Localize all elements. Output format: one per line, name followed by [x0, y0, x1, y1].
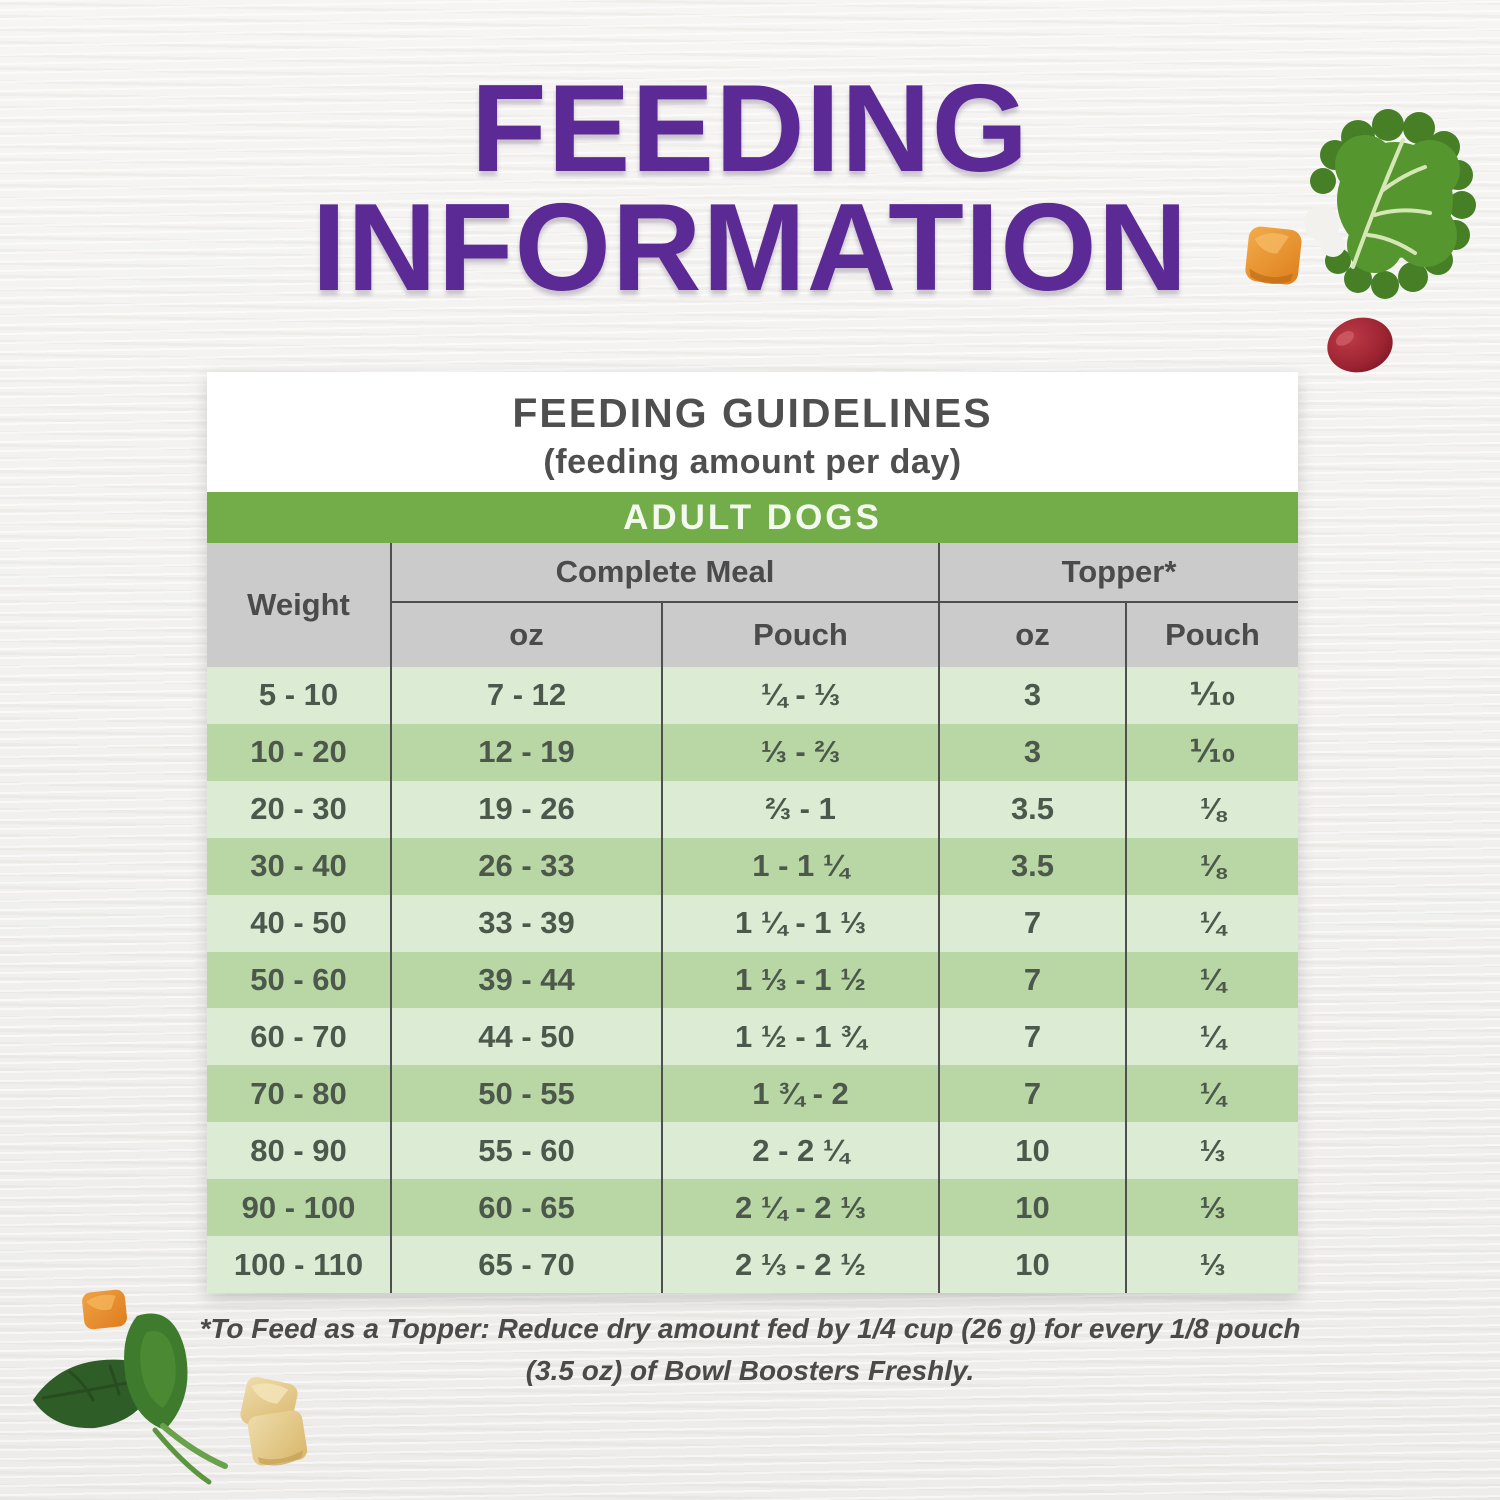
spinach-leaves-icon [33, 1314, 225, 1482]
table-cell-topper_oz: 3 [940, 724, 1127, 781]
table-row [207, 781, 1298, 838]
table-cell-meal_pouch: 2 ¼ - 2 ⅓ [663, 1179, 940, 1236]
table-cell-meal_pouch: 1 ¼ - 1 ⅓ [663, 895, 940, 952]
table-cell-meal_pouch: 1 - 1 ¼ [663, 838, 940, 895]
table-cell-weight: 90 - 100 [207, 1179, 392, 1236]
table-cell-topper_pouch: ¼ [1199, 961, 1226, 997]
table-cell-topper_pouch: ⅛ [1199, 791, 1226, 827]
table-cell-meal_oz: 60 - 65 [392, 1179, 663, 1236]
table-cell-weight: 10 - 20 [207, 724, 392, 781]
table-cell-meal_oz: 12 - 19 [392, 724, 663, 781]
table-cell-weight: 40 - 50 [207, 895, 392, 952]
table-cell-topper_oz: 7 [940, 895, 1127, 952]
table-cell-weight: 100 - 110 [207, 1236, 392, 1293]
table-cell-topper_pouch: ⅓ [1199, 1246, 1226, 1282]
carrot-cube-icon [81, 1289, 128, 1330]
carrot-cube-icon [1244, 225, 1303, 286]
table-header [207, 543, 1298, 667]
table-cell-topper_pouch: ⅒ [1189, 734, 1236, 770]
kale-leaf-icon [1304, 109, 1476, 299]
feeding-guidelines-card [207, 372, 1298, 1293]
table-cell-topper_oz: 7 [940, 952, 1127, 1009]
table-cell-meal_oz: 26 - 33 [392, 838, 663, 895]
adult-dogs-banner: ADULT DOGS [207, 492, 1298, 543]
column-header-complete-meal: Complete Meal [392, 543, 940, 603]
veggie-cubes-icon [239, 1375, 309, 1469]
table-cell-topper_pouch: ⅛ [1199, 848, 1226, 884]
table-cell-topper_oz: 3.5 [940, 838, 1127, 895]
table-row [207, 1122, 1298, 1179]
table-cell-topper_oz: 3.5 [940, 781, 1127, 838]
table-cell-meal_pouch: ⅔ - 1 [663, 781, 940, 838]
table-cell-topper_pouch: ⅓ [1199, 1189, 1226, 1225]
cranberry-icon [1321, 311, 1398, 379]
top-right-decoration [1225, 95, 1480, 385]
table-row [207, 1236, 1298, 1293]
table-cell-weight: 60 - 70 [207, 1008, 392, 1065]
table-cell-topper_oz: 10 [940, 1122, 1127, 1179]
table-row [207, 724, 1298, 781]
table-cell-topper_pouch: ⅒ [1189, 677, 1236, 713]
table-cell-weight: 30 - 40 [207, 838, 392, 895]
table-cell-topper_oz: 7 [940, 1008, 1127, 1065]
topper-footnote: *To Feed as a Topper: Reduce dry amount fed by 1/4 cup (26 g) for every 1/8 pouch (3.5 oz) of Bowl Boosters Freshly. [199, 1313, 1301, 1386]
bottom-left-decoration [15, 1268, 335, 1500]
column-header-topper-pouch: Pouch [1165, 617, 1260, 652]
card-subtitle: (feeding amount per day) [543, 443, 962, 481]
table-cell-meal_pouch: ⅓ - ⅔ [663, 724, 940, 781]
table-cell-weight: 50 - 60 [207, 952, 392, 1009]
table-cell-meal_pouch: 1 ½ - 1 ¾ [663, 1008, 940, 1065]
table-cell-meal_oz: 65 - 70 [392, 1236, 663, 1293]
table-cell-meal_oz: 7 - 12 [392, 667, 663, 724]
page-title-line1: FEEDING [470, 60, 1030, 198]
table-row [207, 895, 1298, 952]
column-header-topper: Topper* [940, 543, 1298, 603]
card-header [207, 372, 1298, 492]
table-row [207, 667, 1298, 724]
table-cell-topper_oz: 7 [940, 1065, 1127, 1122]
table-row [207, 838, 1298, 895]
table-cell-topper_oz: 3 [940, 667, 1127, 724]
table-row [207, 1065, 1298, 1122]
table-cell-weight: 5 - 10 [207, 667, 392, 724]
table-row [207, 952, 1298, 1009]
table-cell-meal_oz: 44 - 50 [392, 1008, 663, 1065]
table-row [207, 1179, 1298, 1236]
table-cell-meal_oz: 55 - 60 [392, 1122, 663, 1179]
table-cell-meal_pouch: 1 ⅓ - 1 ½ [663, 952, 940, 1009]
table-cell-topper_oz: 10 [940, 1179, 1127, 1236]
table-cell-meal_oz: 33 - 39 [392, 895, 663, 952]
card-title: FEEDING GUIDELINES [512, 390, 993, 436]
page-title-line2: INFORMATION [311, 179, 1189, 318]
table-cell-topper_pouch: ¼ [1199, 1075, 1226, 1111]
table-cell-topper_pouch: ¼ [1199, 1018, 1226, 1054]
feeding-table-body [207, 667, 1298, 1293]
table-cell-meal_pouch: ¼ - ⅓ [663, 667, 940, 724]
column-header-meal-pouch: Pouch [663, 603, 940, 667]
table-cell-weight: 80 - 90 [207, 1122, 392, 1179]
column-header-weight: Weight [207, 543, 392, 667]
table-cell-topper_pouch: ⅓ [1199, 1132, 1226, 1168]
table-cell-meal_oz: 39 - 44 [392, 952, 663, 1009]
table-cell-meal_pouch: 1 ¾ - 2 [663, 1065, 940, 1122]
column-header-topper-oz: oz [940, 603, 1127, 667]
table-cell-weight: 20 - 30 [207, 781, 392, 838]
table-cell-weight: 70 - 80 [207, 1065, 392, 1122]
table-cell-meal_oz: 50 - 55 [392, 1065, 663, 1122]
table-cell-meal_pouch: 2 - 2 ¼ [663, 1122, 940, 1179]
table-cell-meal_pouch: 2 ⅓ - 2 ½ [663, 1236, 940, 1293]
table-cell-topper_oz: 10 [940, 1236, 1127, 1293]
table-row [207, 1008, 1298, 1065]
table-cell-topper_pouch: ¼ [1199, 905, 1226, 941]
column-header-meal-oz: oz [392, 603, 663, 667]
table-cell-meal_oz: 19 - 26 [392, 781, 663, 838]
